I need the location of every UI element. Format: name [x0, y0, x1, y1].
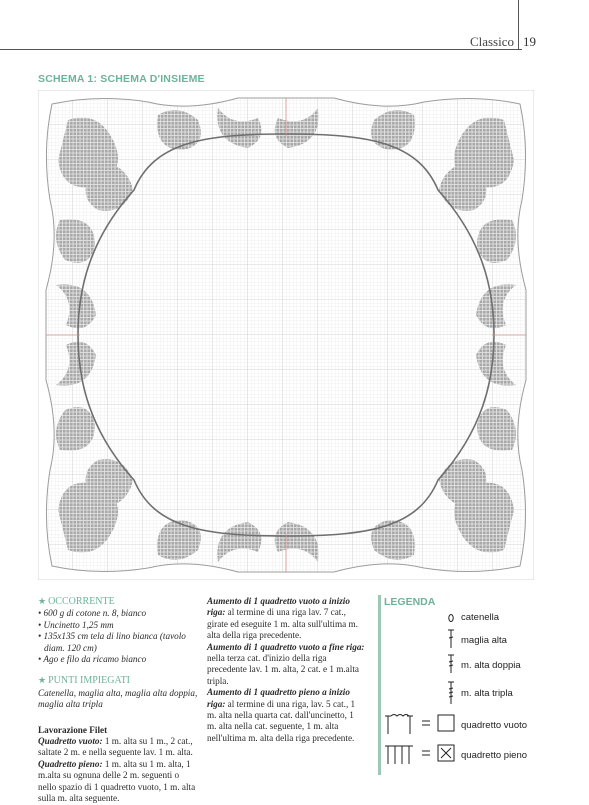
star-icon: ★ — [38, 596, 47, 606]
aumento-vuoto-inizio: Aumento di 1 quadretto vuoto a inizio riga: al termine di una riga lav. 7 cat., girate ed eseguite 1 m. alta sull'ultima m. alta della riga precedente. — [207, 596, 358, 641]
list-item: • 135x135 cm tela di lino bianca (tavolo diam. 120 cm) — [38, 631, 186, 653]
legend-label-catenella: catenella — [461, 612, 500, 623]
legend-title: LEGENDA — [384, 596, 436, 608]
punti-heading: ★ PUNTI IMPIEGATI — [38, 675, 131, 687]
punti-text: Catenella, maglia alta, maglia alta doppia, maglia alta tripla — [38, 687, 198, 710]
quadretto-vuoto-text: Quadretto vuoto: 1 m. alta su 1 m., 2 cat., saltate 2 m. e nella seguente lav. 1 m. alta. — [38, 736, 193, 758]
list-item: • Ago e filo da ricamo bianco — [38, 654, 147, 665]
maglia-alta-icon — [448, 630, 454, 648]
aumento-vuoto-fine: Aumento di 1 quadretto vuoto a fine riga: nella terza cat. d'inizio della riga precedente lav. 1 m. alta, 2 cat. e 1 m.alta tripla. — [207, 641, 365, 686]
star-icon: ★ — [38, 675, 47, 686]
legend-label-alta-tripla: m. alta tripla — [461, 688, 513, 699]
aumento-pieno-inizio: Aumento di 1 quadretto pieno a inizio riga: al termine di una riga, lav. 5 cat., 1 m. alta nella quarta cat. dall'uncinetto, 1 m. alta nella cat. seguente, 1 m. alta nell'ultima m. alta della riga precedente. — [207, 687, 356, 743]
legend-label-quadretto-pieno: quadretto pieno — [461, 750, 528, 761]
maglia-alta-tripla-icon — [448, 682, 454, 704]
legend-label-maglia-alta: maglia alta — [461, 635, 507, 646]
header-rule — [0, 49, 522, 50]
header-vertical-rule — [518, 0, 519, 50]
filet-chart — [38, 90, 534, 580]
maglia-alta-doppia-icon — [448, 655, 454, 673]
legend-label-alta-doppia: m. alta doppia — [461, 660, 521, 671]
quadretto-vuoto-symbol-icon — [385, 715, 454, 735]
page-number: 19 — [523, 34, 536, 49]
materials-column — [38, 596, 198, 805]
quadretto-pieno-symbol-icon — [385, 745, 454, 764]
occorrente-heading: ★ OCCORRENTE — [38, 596, 115, 607]
section-title: Classico — [469, 34, 514, 49]
legend-label-quadretto-vuoto: quadretto vuoto — [461, 720, 528, 731]
catenella-icon — [449, 615, 453, 622]
materials-list — [38, 608, 198, 665]
schema-title: SCHEMA 1: SCHEMA D'INSIEME — [38, 73, 205, 85]
legend-accent-bar — [378, 595, 381, 775]
lavorazione-title: Lavorazione Filet — [38, 724, 108, 735]
list-item: • 600 g di cotone n. 8, bianco — [38, 608, 147, 619]
quadretto-pieno-text: Quadretto pieno: 1 m. alta su 1 m. alta, 1 m.alta su ognuna delle 2 m. seguenti o nello spazio di 1 quadretto vuoto, 1 m. alta sulla m. alta seguente. — [38, 758, 196, 804]
list-item: • Uncinetto 1,25 mm — [38, 619, 114, 630]
instructions-column — [207, 596, 365, 744]
